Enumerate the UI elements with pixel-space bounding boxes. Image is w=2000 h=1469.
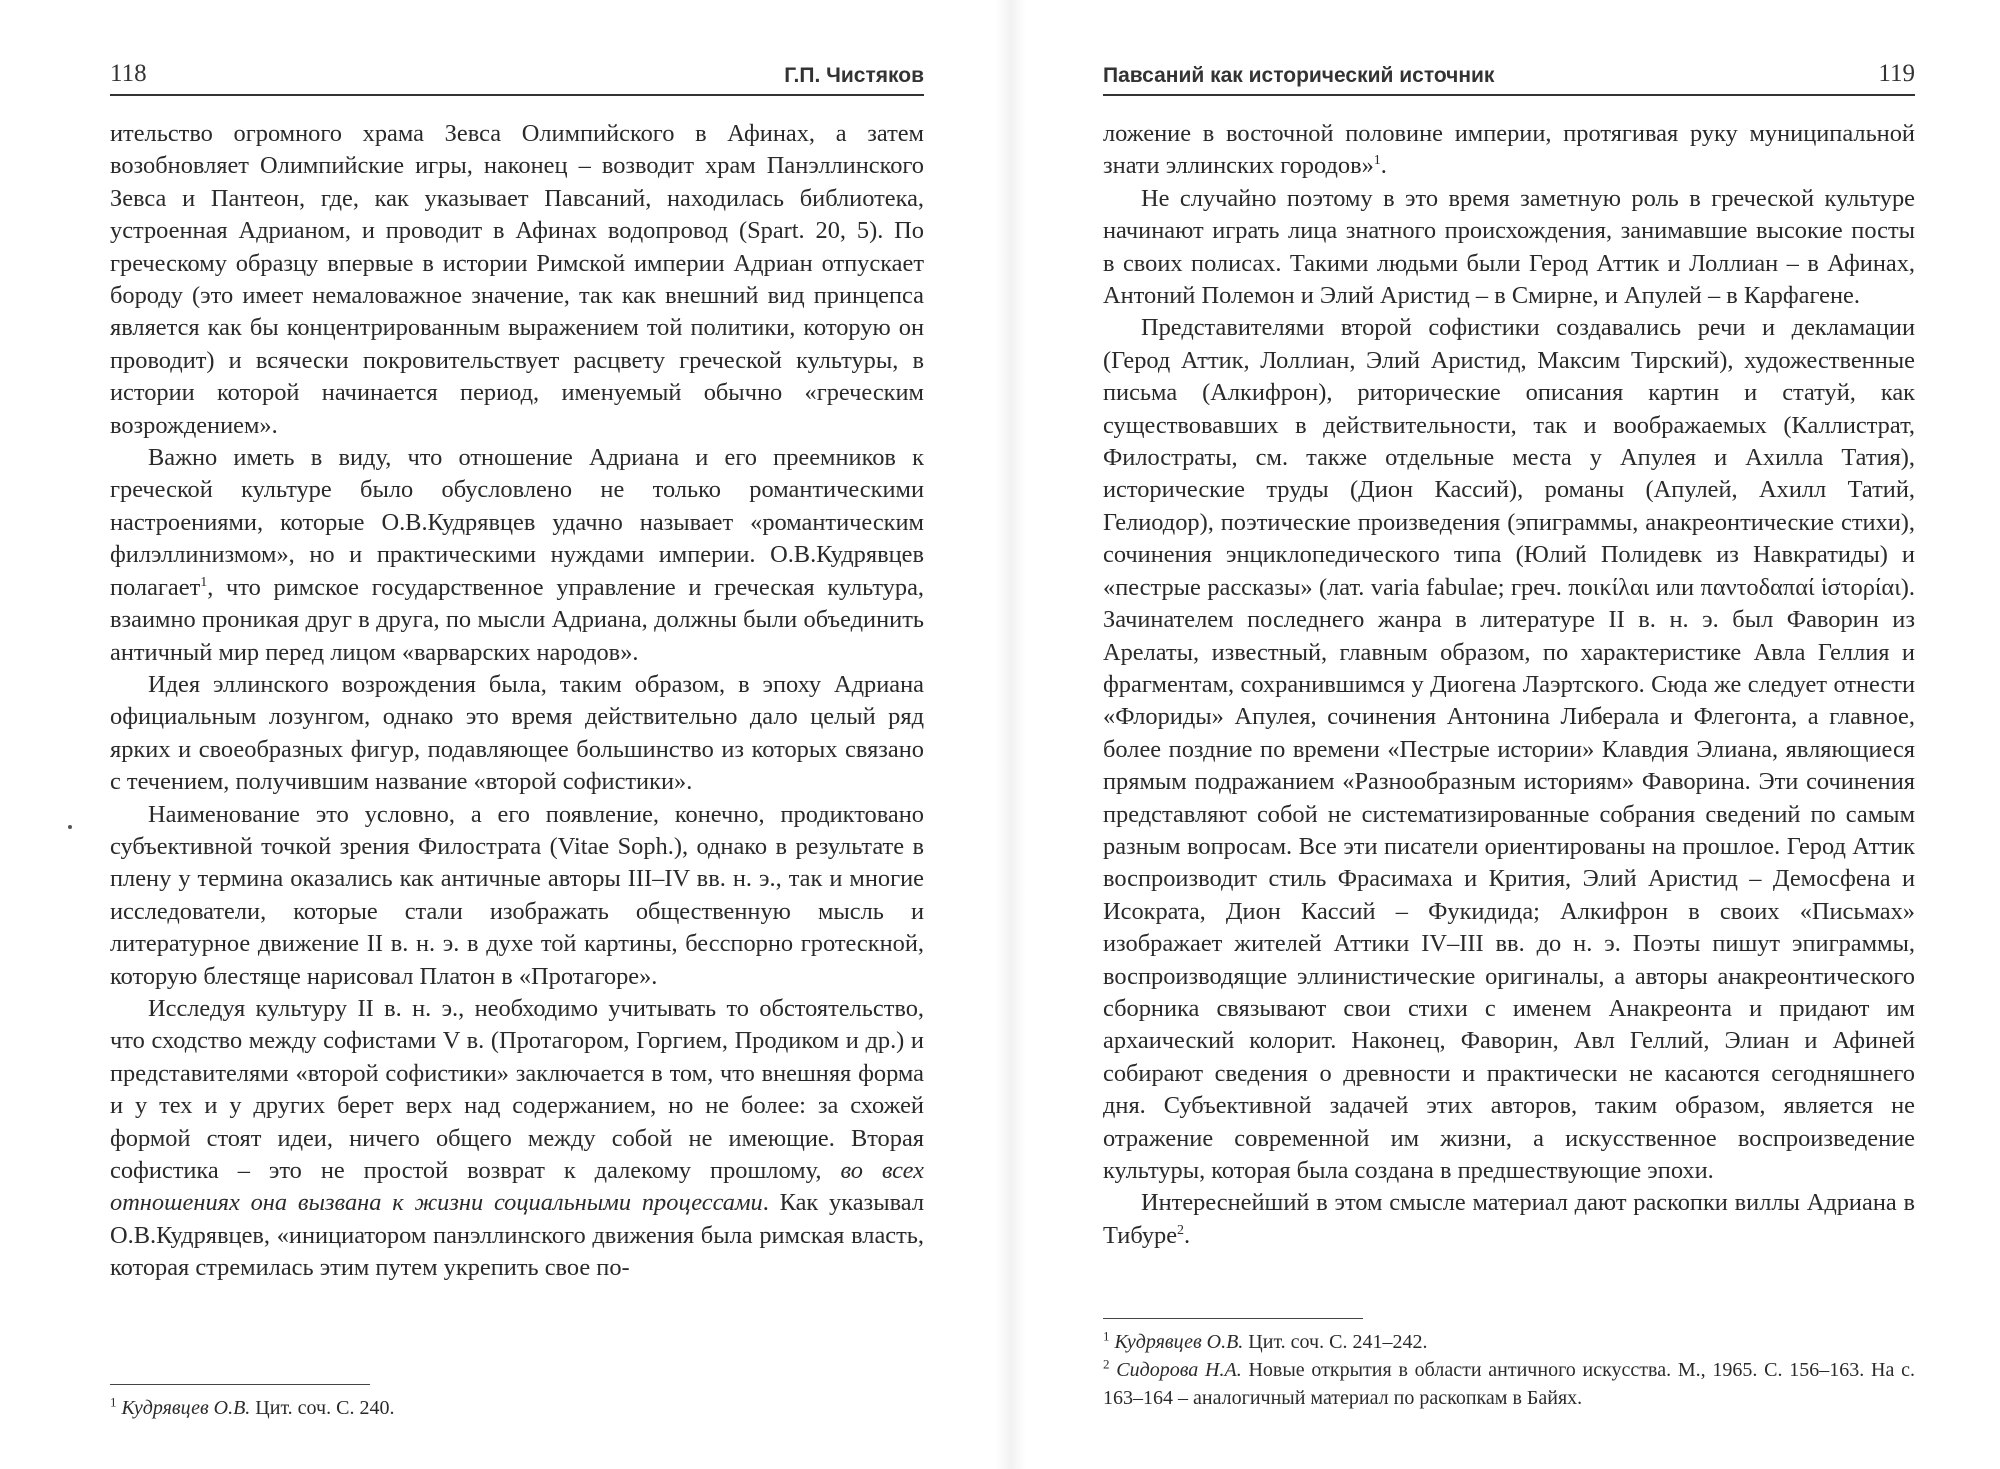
paragraph: Интереснейший в этом смысле материал дают раскопки виллы Адриана в Тибуре$^2$. bbox=[1103, 1189, 1915, 1249]
right-running-head bbox=[1103, 54, 1915, 96]
footnote-ref: 2 bbox=[1177, 1222, 1185, 1238]
footnote-rule bbox=[1103, 1318, 1363, 1319]
footnote: $^1$ Кудрявцев О.В. Цит. соч. С. 241–242. bbox=[1103, 1328, 1428, 1353]
right-page bbox=[1103, 0, 1915, 1469]
paragraph: Наименование это условно, а его появление, конечно, продиктовано субъективной точкой зрения Филострата (Vitae Soph.), однако в результате в плену у термина оказались как античные авторы III–IV вв. н. э., так и многие исследователи, которые стали изображать общественную мысль и литературное движение II в. н. э. в духе той картины, бесспорно гротескной, которую блестяще нарисовал Платон в «Протагоре». bbox=[110, 800, 924, 990]
left-footnotes bbox=[110, 1394, 924, 1422]
left-running-head bbox=[110, 54, 924, 96]
footnote-ref: 1 bbox=[200, 574, 208, 590]
book-gutter bbox=[996, 0, 1026, 1469]
paragraph: Идея эллинского возрождения была, таким образом, в эпоху Адриана официальным лозунгом, однако это время действительно дало целый ряд ярких и своеобразных фигур, подавляющее большинство из которых связано с течением, получившим название «второй софистики». bbox=[110, 670, 924, 796]
paragraph: Исследуя культуру II в. н. э., необходимо учитывать то обстоятельство, что сходство между софистами V в. (Протагором, Горгием, Продиком и др.) и представителями «второй софистики» заключается в том, что внешняя форма и у тех и у других берет верх над содержанием, но не более: за схожей формой стоят идеи, ничего общего между собой не имеющие. Вторая софистика – это не простой возврат к далекому прошлому, во всех отношениях она вызвана к жизни социальными процессами. Как указывал О.В.Кудрявцев, «инициатором панэллинского движения была римская власть, которая стремилась этим путем укрепить свое по- bbox=[110, 994, 924, 1282]
left-body-text bbox=[110, 118, 924, 1285]
italic-emphasis: во всех отношениях она вызвана к жизни социальными процессами bbox=[110, 1157, 924, 1217]
footnote-rule bbox=[110, 1384, 370, 1385]
right-body-text bbox=[1103, 118, 1915, 1252]
right-page-number: 119 bbox=[1878, 60, 1915, 87]
paragraph: Важно иметь в виду, что отношение Адриана и его преемников к греческой культуре было обусловлено не только романтическими настроениями, которые О.В.Кудрявцев удачно называет «романтическим филэллинизмом», но и практическими нуждами империи. О.В.Кудрявцев полагает$^1$, что римское государственное управление и греческая культура, взаимно проникая друг в друга, по мысли Адриана, должны были объединить античный мир перед лицом «варварских народов». bbox=[110, 444, 924, 666]
paragraph: Не случайно поэтому в это время заметную роль в греческой культуре начинают играть лица знатного происхождения, занимавшие высокие посты в своих полисах. Такими людьми были Герод Аттик и Лоллиан – в Афинах, Антоний Полемон и Элий Аристид – в Смирне, и Апулей – в Карфагене. bbox=[1103, 184, 1915, 310]
left-page bbox=[110, 0, 924, 1469]
footnote: $^2$ Сидорова Н.А. Новые открытия в области античного искусства. М., 1965. С. 156–163. На с. 163–164 – аналогичный материал по раскопкам в Байях. bbox=[1103, 1356, 1915, 1409]
footnote: $^1$ Кудрявцев О.В. Цит. соч. С. 240. bbox=[110, 1394, 395, 1419]
left-running-title: Г.П. Чистяков bbox=[784, 64, 924, 87]
paragraph: ительство огромного храма Зевса Олимпийского в Афинах, а затем возобновляет Олимпийские игры, наконец – возводит храм Панэллинского Зевса и Пантеон, где, как указывает Павсаний, находилась библиотека, устроенная Адрианом, и проводит в Афинах водопровод (Spart. 20, 5). По греческому образцу впервые в истории Римской империи Адриан отпускает бороду (это имеет немаловажное значение, так как внешний вид принцепса является как бы концентрированным выражением той политики, которую он проводит) и всячески покровительствует расцвету греческой культуры, в истории которой начинается период, именуемый обычно «греческим возрождением». bbox=[110, 120, 924, 439]
margin-mark bbox=[68, 825, 72, 829]
paragraph: Представителями второй софистики создавались речи и декламации (Герод Аттик, Лоллиан, Элий Аристид, Максим Тирский), художественные письма (Алкифрон), риторические описания картин и статуй, как существовавших в действительности, так и воображаемых (Каллистрат, Филостраты, см. также отдельные места у Апулея и Ахилла Татия), исторические труды (Дион Кассий), романы (Апулей, Ахилл Татий, Гелиодор), поэтические произведения (эпиграммы, анакреонтические стихи), сочинения энциклопедического типа (Юлий Полидевк из Навкратиды) и «пестрые рассказы» (лат. varia fabulae; греч. ποικίλαι или παντοδαπαί ἱστορίαι). Зачинателем последнего жанра в литературе II в. н. э. был Фаворин из Арелаты, известный, главным образом, по характеристике Авла Геллия и фрагментам, сохранившимся у Диогена Лаэртского. Сюда же следует отнести «Флориды» Апулея, сочинения Антонина Либерала и Флегонта, а главное, более поздние по времени «Пестрые истории» Клавдия Элиана, являющиеся прямым подражанием «Разнообразным историям» Фаворина. Эти сочинения представляют собой не систематизированные собрания сведений по самым разным вопросам. Все эти писатели ориентированы на прошлое. Герод Аттик воспроизводит стиль Фрасимаха и Крития, Элий Аристид – Демосфена и Исократа, Дион Кассий – Фукидида; Алкифрон в своих «Письмах» изображает жителей Аттики IV–III вв. до н. э. Поэты пишут эпиграммы, воспроизводящие эллинистические оригиналы, а авторы анакреонтического сборника связывают свои стихи с именем Анакреонта и придают им архаический колорит. Наконец, Фаворин, Авл Геллий, Элиан и Афиней собирают сведения о древности и практически не касаются сегодняшнего дня. Субъективной задачей этих авторов, таким образом, является не отражение современной им жизни, а искусственное воспроизведение культуры, которая была создана в предшествующие эпохи. bbox=[1103, 314, 1915, 1184]
left-page-number: 118 bbox=[110, 60, 147, 87]
footnote-ref: 1 bbox=[1373, 153, 1381, 169]
right-running-title: Павсаний как исторический источник bbox=[1103, 64, 1495, 87]
right-footnotes bbox=[1103, 1328, 1915, 1412]
paragraph: ложение в восточной половине империи, протягивая руку муниципальной знати эллинских городов»$^1$. bbox=[1103, 120, 1915, 180]
